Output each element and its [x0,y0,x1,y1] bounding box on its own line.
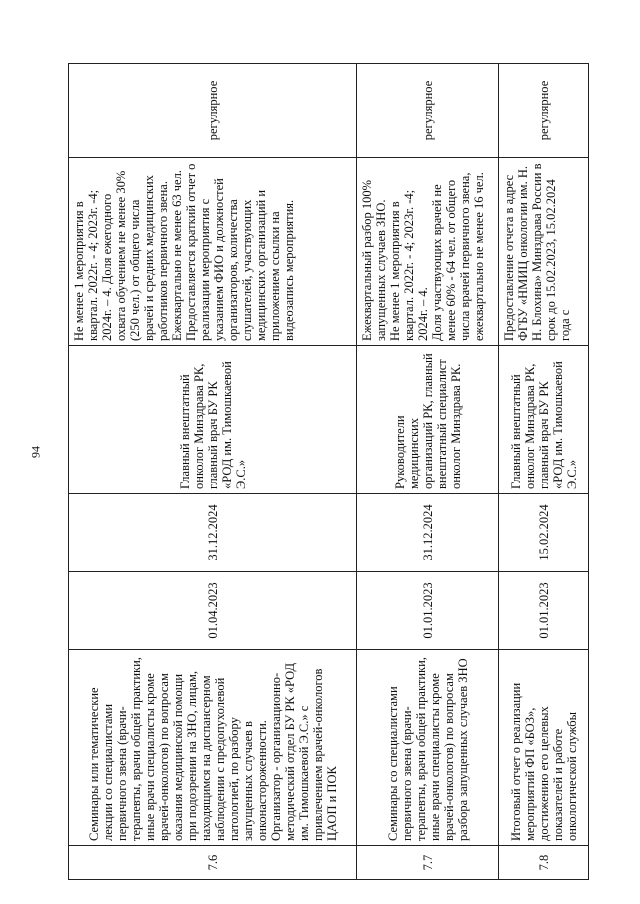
start-date-cell: 01.04.2023 [69,572,357,650]
periodicity-cell: регулярное [357,64,499,158]
event-cell: Итоговый отчет о реализации мероприятий ФП «БОЗ», достижению его целевых показателей и работе онкологической службы [499,650,589,846]
result-cell: Ежеквартальный разбор 100% запущенных случаев ЗНО. Не менее 1 мероприятия в квартал. 2022г. - 4; 2023г. -4; 2024г. – 4. Доля участвующих врачей не менее 60% - 64 чел. от общего числа врачей первичного звена, ежеквартально не менее 16 чел. [357,158,499,346]
measures-table [68,63,589,880]
row-number: 7.7 [357,846,499,880]
table-row [357,64,499,880]
responsible-cell: Руководители медицинских организаций РК, главный внештатный специалист онколог Минздрава РК. [357,346,499,494]
rotated-table-container [68,64,588,880]
start-date-cell: 01.01.2023 [499,572,589,650]
start-date-cell: 01.01.2023 [357,572,499,650]
end-date-cell: 15.02.2024 [499,494,589,572]
end-date-cell: 31.12.2024 [69,494,357,572]
periodicity-cell: регулярное [69,64,357,158]
result-cell: Не менее 1 мероприятия в квартал. 2022г. - 4; 2023г. -4; 2024г. – 4. Доля ежегодного охвата обучением не менее 30% (250 чел.) от общего числа врачей и средних медицинских работников первичного звена. Ежеквартально не менее 63 чел. Предоставляется краткий отчет о реализации мероприятия с указанием ФИО и должностей организаторов, количества слушателей, участвующих медицинских организаций и приложением ссылки на видеозапись мероприятия. [69,158,357,346]
table-row [69,64,357,880]
responsible-cell: Главный внештатный онколог Минздрава РК, главный врач БУ РК «РОД им. Тимошкаевой Э.С.» [69,346,357,494]
end-date-cell: 31.12.2024 [357,494,499,572]
event-cell: Семинары или тематические лекции со специалистами первичного звена (врачи-терапевты, врачи общей практики, иные врачи специалисты кроме врачей-онкологов) по вопросам оказания медицинской помощи при подозрении на ЗНО, лицам, находящимся на диспансерном наблюдении с предопухолевой патологией, по разбору запущенных случаев в онконастороженности. Организатор - организационно-методический отдел БУ РК «РОД им. Тимошкаевой Э.С.» с привлечением врачей-онкологов ЦАОП и ПОК [69,650,357,846]
row-number: 7.8 [499,846,589,880]
table-row [499,64,589,880]
responsible-cell: Главный внештатный онколог Минздрава РК, главный врач БУ РК «РОД им. Тимошкаевой Э.С.» [499,346,589,494]
event-cell: Семинары со специалистами первичного звена (врачи-терапевты, врачи общей практики, иные врачи специалисты кроме врачей-онкологов) по вопросам разбора запущенных случаев ЗНО [357,650,499,846]
row-number: 7.6 [69,846,357,880]
result-cell: Предоставление отчета в адрес ФГБУ «НМИЦ онкологии им. Н. Н. Блохина» Минздрава России в срок до 15.02.2023, 15.02.2024 года с [499,158,589,346]
periodicity-cell: регулярное [499,64,589,158]
page-number: 94 [28,446,43,458]
